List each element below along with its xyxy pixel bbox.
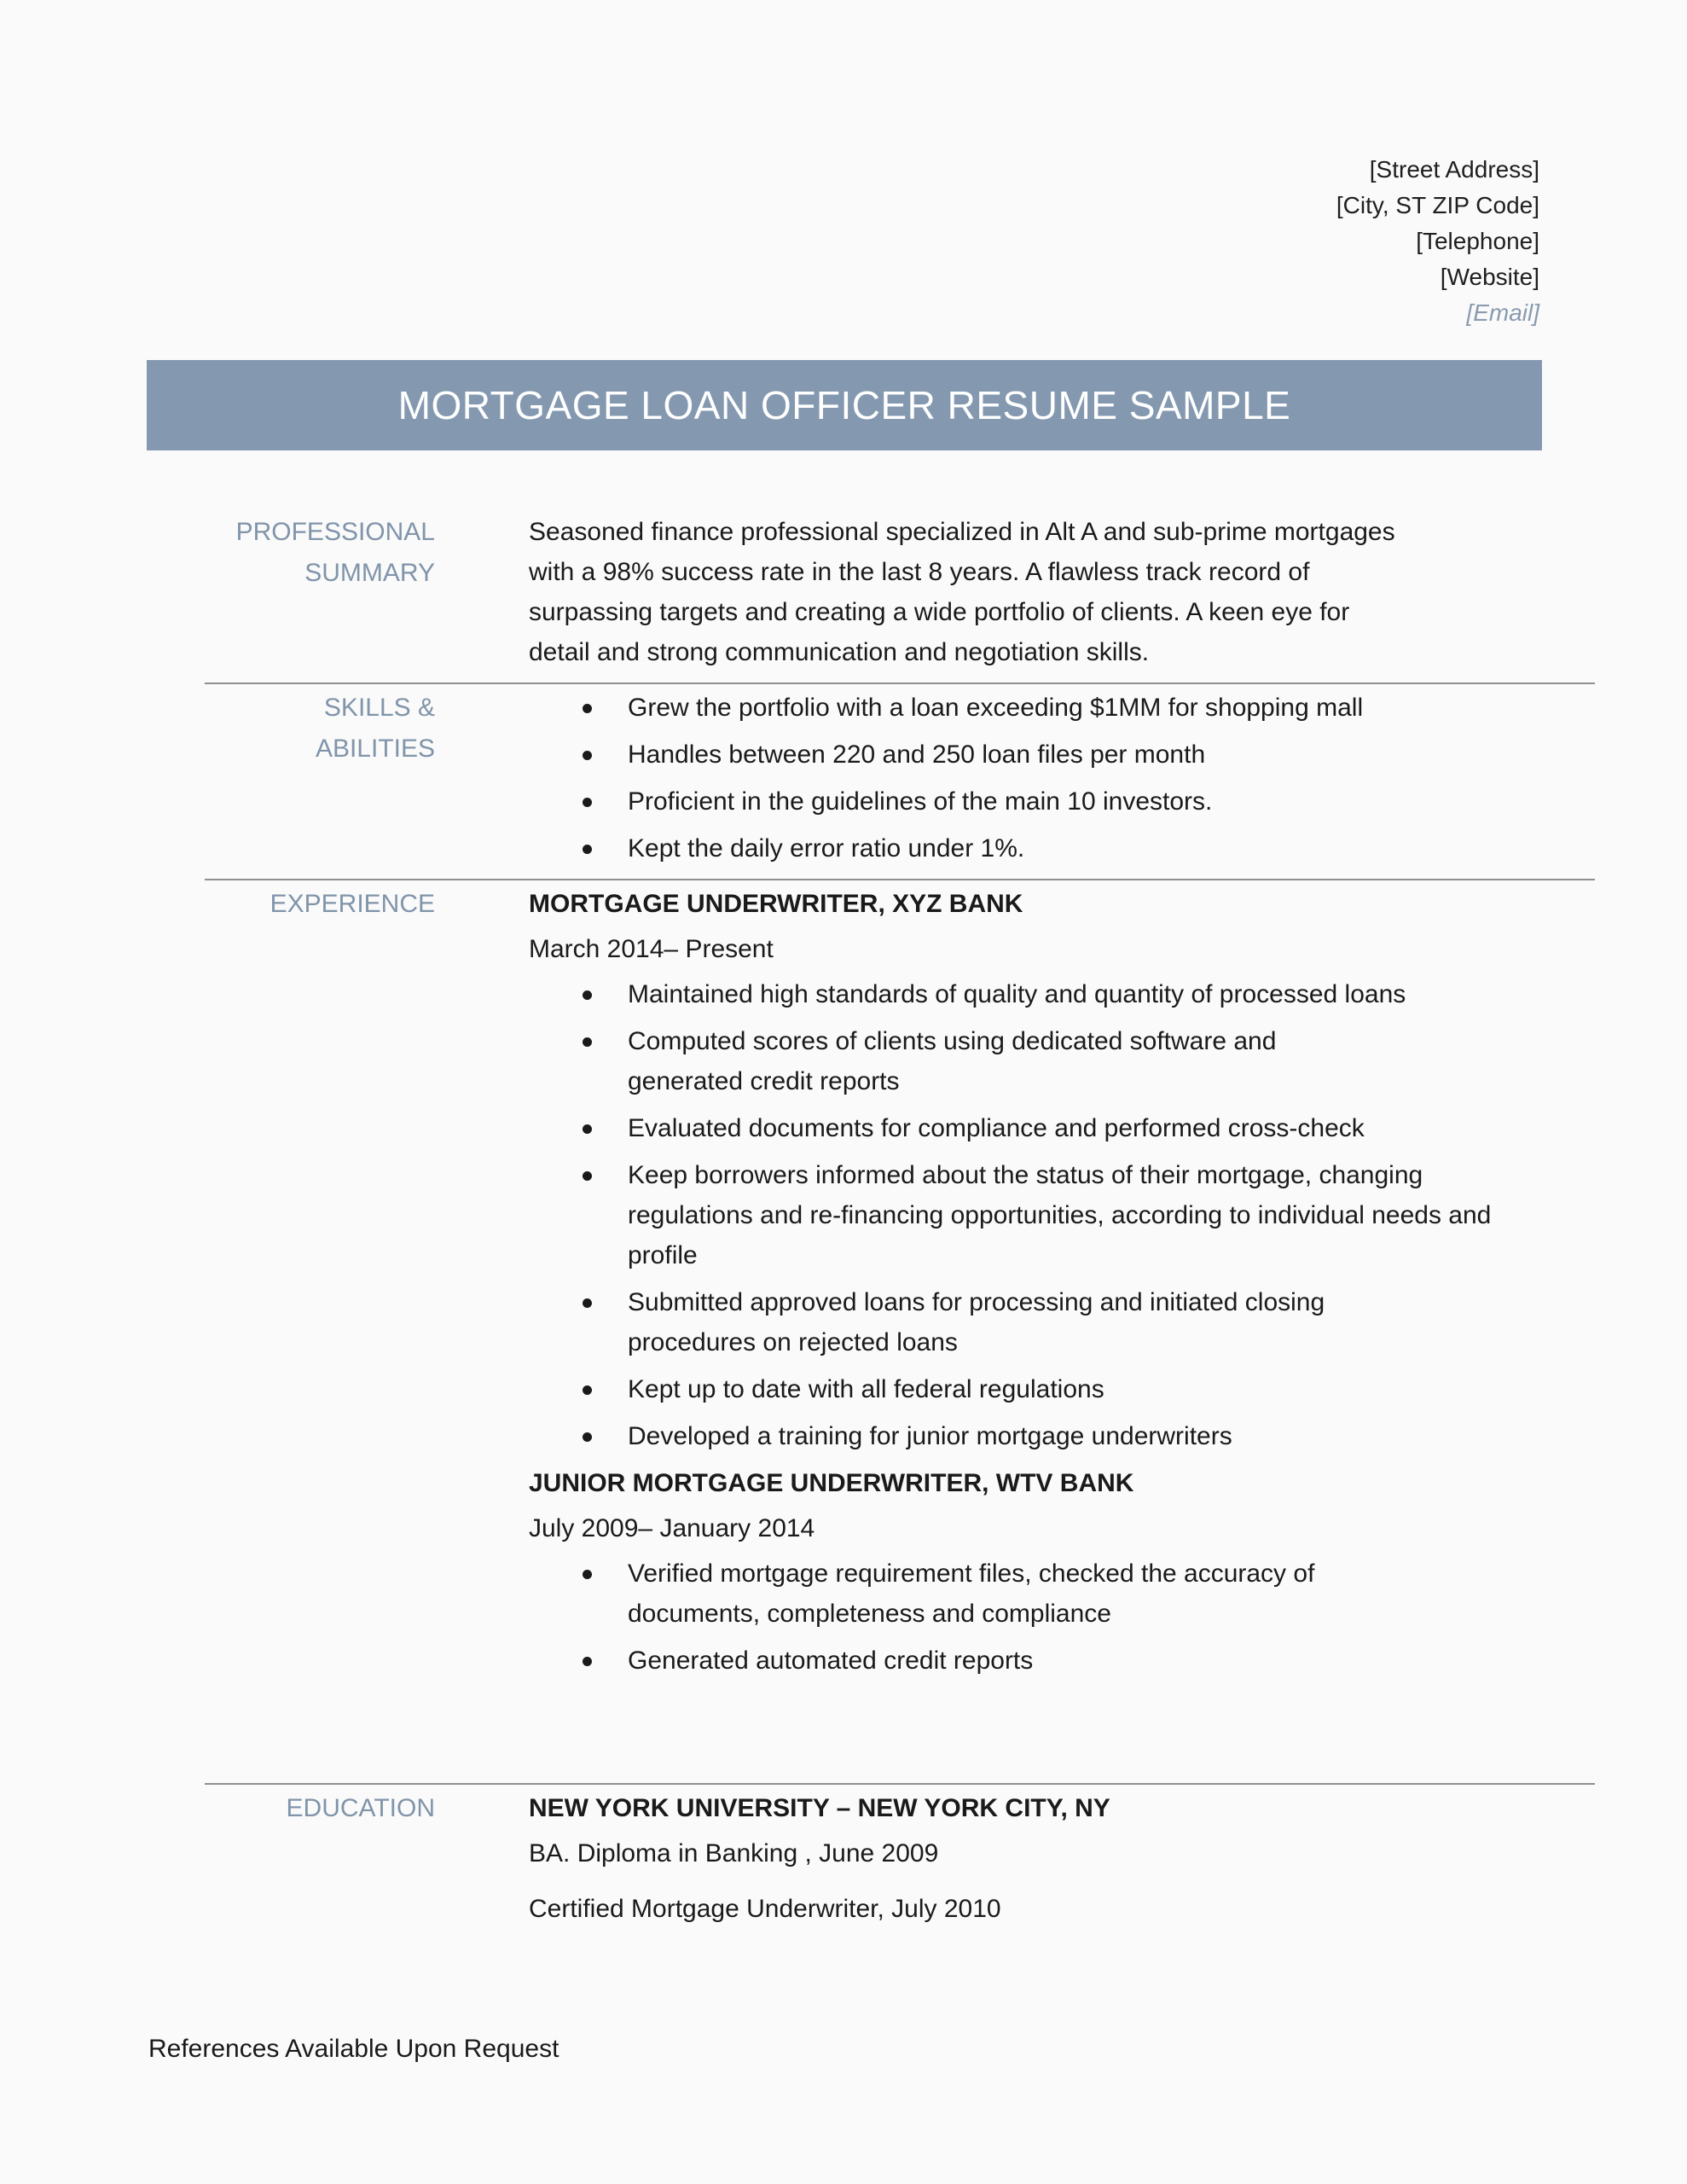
list-item: Kept up to date with all federal regulations xyxy=(529,1369,1416,1409)
school-name: NEW YORK UNIVERSITY – NEW YORK CITY, NY xyxy=(529,1794,1110,1822)
summary-text: Seasoned finance professional specialized in Alt A and sub-prime mortgages with a 98% success rate in the last 8 years. A flawless track record of surpassing targets and creating a wide portfolio of clients. A keen eye for detail and strong communication and negotiation skills. xyxy=(529,518,1395,666)
divider xyxy=(205,682,1595,684)
list-item: Developed a training for junior mortgage underwriters xyxy=(529,1416,1416,1456)
education-content xyxy=(529,1788,1416,1934)
list-item: Maintained high standards of quality and quantity of processed loans xyxy=(529,974,1481,1014)
job-bullets xyxy=(529,974,1492,1456)
list-item: Grew the portfolio with a loan exceeding $1MM for shopping mall xyxy=(529,688,1416,728)
list-item: Computed scores of clients using dedicated software and generated credit reports xyxy=(529,1021,1378,1101)
education-label: EDUCATION xyxy=(286,1794,435,1822)
email: [Email] xyxy=(1466,299,1539,326)
telephone: [Telephone] xyxy=(1416,228,1539,254)
divider xyxy=(205,879,1595,880)
job-bullets xyxy=(529,1554,1416,1681)
city-state-zip: [City, ST ZIP Code] xyxy=(1336,192,1539,218)
summary-content xyxy=(529,512,1416,672)
degree: BA. Diploma in Banking , June 2009 xyxy=(529,1839,939,1867)
list-item: Generated automated credit reports xyxy=(529,1641,1416,1681)
resume-title: MORTGAGE LOAN OFFICER RESUME SAMPLE xyxy=(397,383,1291,427)
summary-label-line1: PROFESSIONAL xyxy=(235,518,435,546)
job-title: JUNIOR MORTGAGE UNDERWRITER, WTV BANK xyxy=(529,1469,1134,1497)
list-item: Kept the daily error ratio under 1%. xyxy=(529,828,1416,868)
job-title: MORTGAGE UNDERWRITER, XYZ BANK xyxy=(529,890,1023,918)
list-item: Handles between 220 and 250 loan files per month xyxy=(529,735,1416,775)
website: [Website] xyxy=(1440,264,1539,290)
list-item: Keep borrowers informed about the status of their mortgage, changing regulations and re-financing opportunities, according to individual needs and profile xyxy=(529,1155,1498,1275)
list-item: Proficient in the guidelines of the main 10 investors. xyxy=(529,781,1416,822)
skills-label: SKILLS & ABILITIES xyxy=(315,694,435,763)
divider xyxy=(205,1783,1595,1785)
summary-label xyxy=(205,512,435,594)
skills-list xyxy=(529,688,1416,868)
list-item: Verified mortgage requirement files, checked the accuracy of documents, completeness and compliance xyxy=(529,1554,1446,1634)
street-address: [Street Address] xyxy=(1369,156,1539,183)
skills-content xyxy=(529,688,1416,875)
experience-content xyxy=(529,884,1492,1687)
references-note: References Available Upon Request xyxy=(148,2035,559,2063)
summary-label-line2: SUMMARY xyxy=(304,559,435,587)
certification: Certified Mortgage Underwriter, July 2010 xyxy=(529,1895,1001,1923)
experience-label: EXPERIENCE xyxy=(270,890,435,918)
resume-title-banner xyxy=(147,360,1542,450)
list-item: Evaluated documents for compliance and performed cross-check xyxy=(529,1108,1416,1148)
job-dates: July 2009– January 2014 xyxy=(529,1514,815,1542)
list-item: Submitted approved loans for processing and initiated closing procedures on rejected loans xyxy=(529,1282,1446,1362)
job-dates: March 2014– Present xyxy=(529,935,774,963)
contact-block xyxy=(1336,152,1539,331)
